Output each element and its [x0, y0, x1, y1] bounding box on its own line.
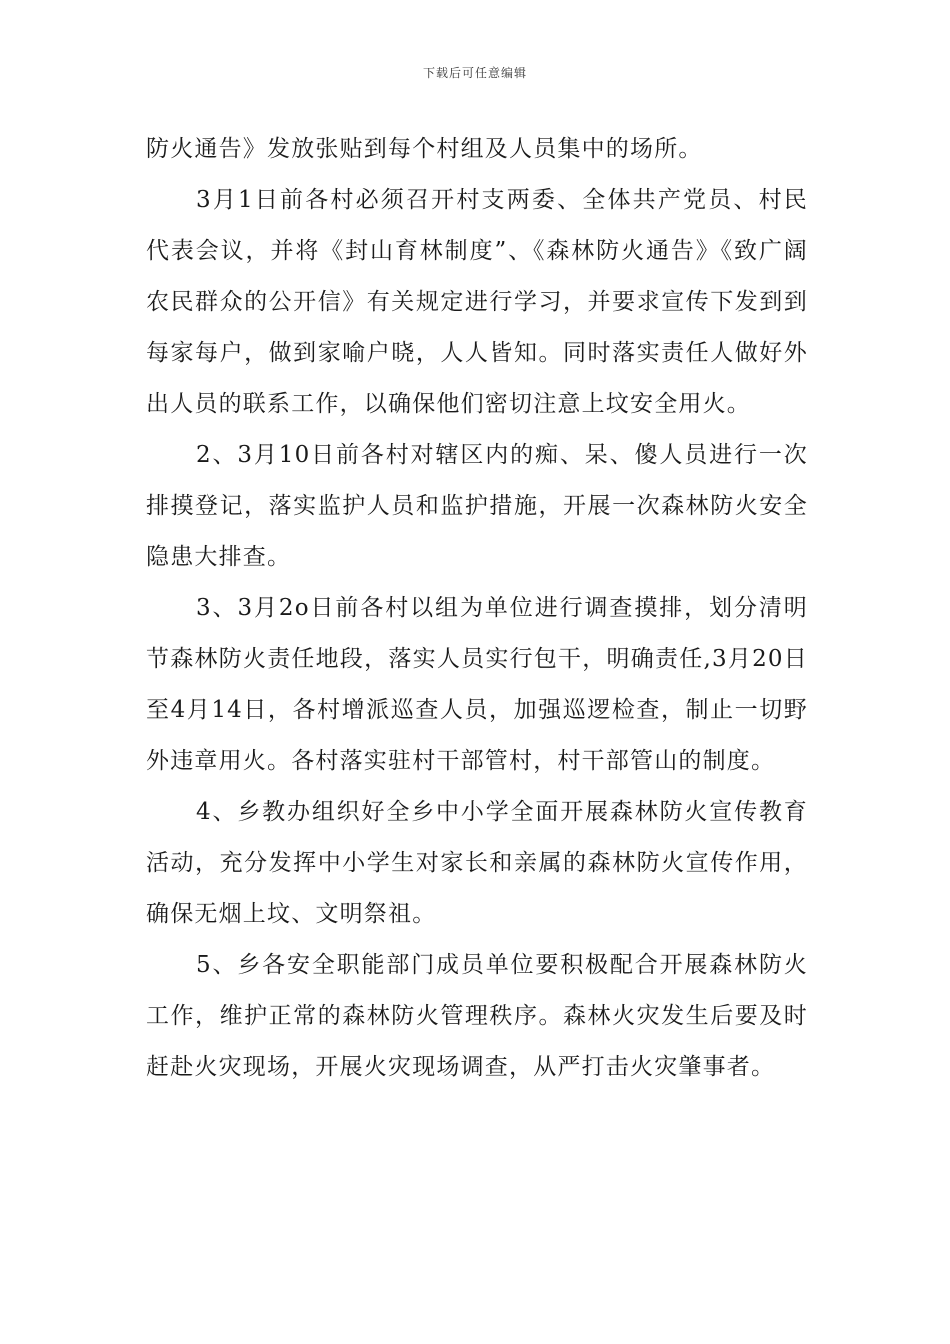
paragraph-item-4: 4、乡教办组织好全乡中小学全面开展森林防火宣传教育活动，充分发挥中小学生对家长和亲属的森林防火宣传作用，确保无烟上坟、文明祭祖。 — [146, 799, 808, 927]
paragraph-item-2: 2、3月10日前各村对辖区内的痴、呆、傻人员进行一次排摸登记，落实监护人员和监护措施，开展一次森林防火安全隐患大排查。 — [146, 442, 808, 570]
paragraph-item-3: 3、3月2o日前各村以组为单位进行调查摸排，划分清明节森林防火责任地段，落实人员实行包干，明确责任,3月20日至4月14日，各村增派巡查人员，加强巡逻检查，制止一切野外违章用火。各村落实驻村干部管村，村干部管山的制度。 — [146, 595, 808, 774]
paragraph-meeting: 3月1日前各村必须召开村支两委、全体共产党员、村民代表会议，并将《封山育林制度”、《森林防火通告》《致广阔农民群众的公开信》有关规定进行学习，并要求宣传下发到到每家每户，做到家喻户晓，人人皆知。同时落实责任人做好外出人员的联系工作，以确保他们密切注意上坟安全用火。 — [146, 187, 808, 417]
page-header: 下载后可任意编辑 — [422, 66, 527, 80]
paragraph-item-5: 5、乡各安全职能部门成员单位要积极配合开展森林防火工作，维护正常的森林防火管理秩序。森林火灾发生后要及时赶赴火灾现场，开展火灾现场调查，从严打击火灾肇事者。 — [146, 952, 808, 1080]
document-body — [146, 124, 808, 1093]
paragraph-continuation: 防火通告》发放张贴到每个村组及人员集中的场所。 — [146, 136, 703, 162]
